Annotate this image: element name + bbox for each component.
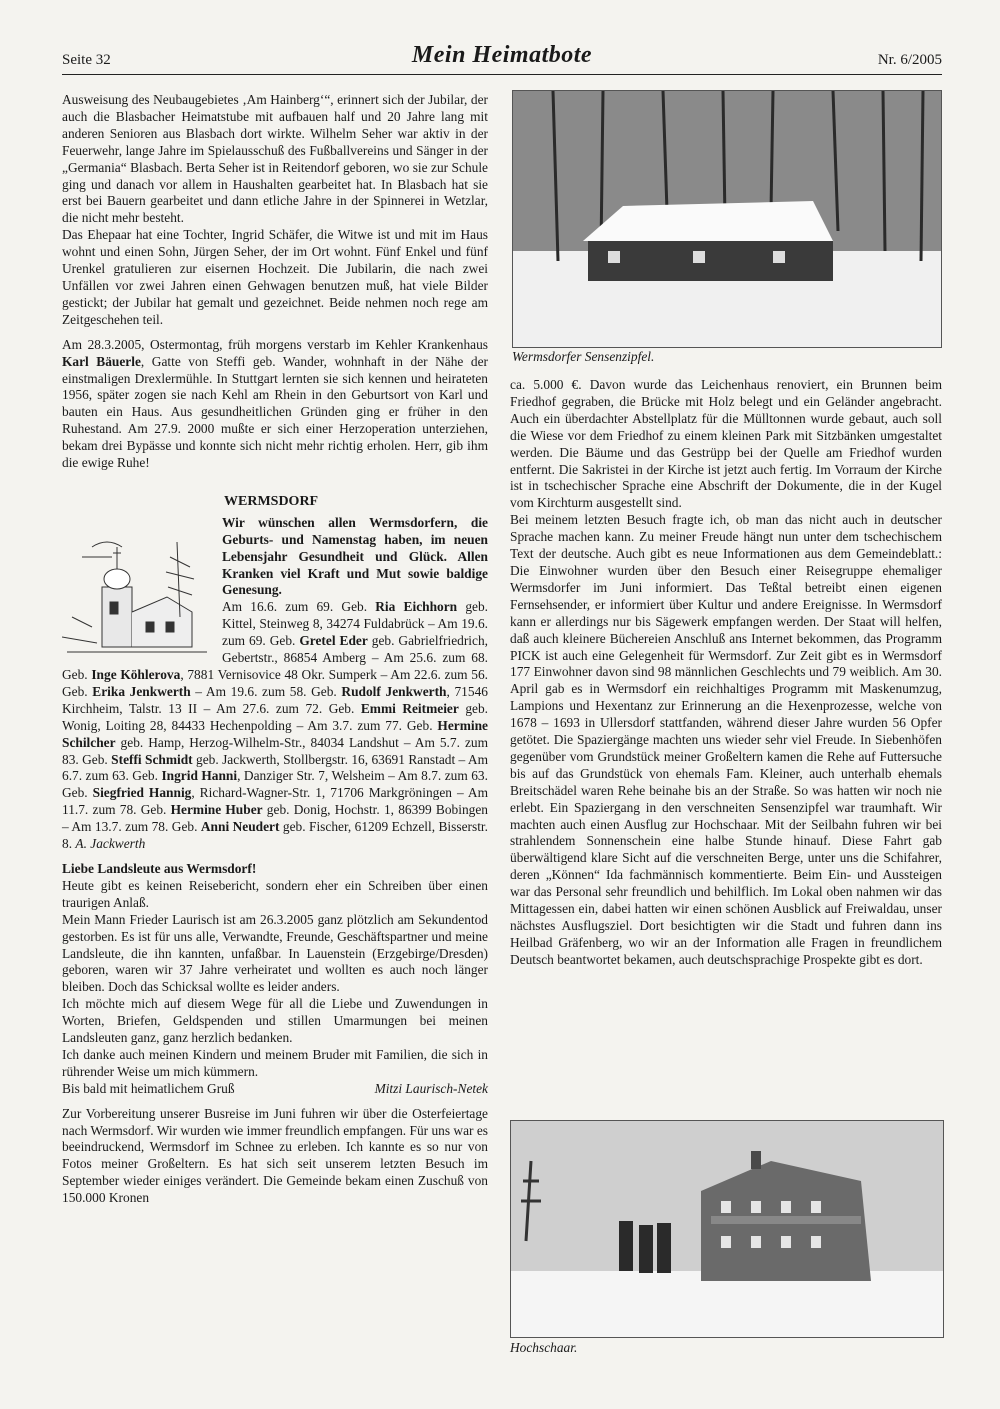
issue-number: Nr. 6/2005 [877, 52, 942, 68]
right-column [510, 377, 942, 969]
person-name: Karl Bäuerle [62, 353, 141, 369]
letter-title: Liebe Landsleute aus Wermsdorf! [62, 860, 257, 876]
church-drawing-icon [62, 517, 212, 657]
birthday-list: Am 16.6. zum 69. Geb. Ria Eichhorn geb. Kittel, Steinweg 8, 34274 Fuldabrück – Am 19.6. zum 69. Geb. Gretel Eder geb. Gabrielfriedrich, Gebertstr., 86854 Amberg – Am 25.6. zum 68. Geb. Inge Köhlerova, 7881 Vernisovice 48 Okr. Sumperk – Am 22.6. zum 56. Geb. Erika Jenkwerth – Am 19.6. zum 58. Geb. Rudolf Jenkwerth, 71546 Kirchheim, Talstr. 13 II – Am 27.6. zum 72. Geb. Emmi Reitmeier geb. Wonig, Loiting 28, 84433 Hechenpolding – Am 3.7. zum 77. Geb. Hermine Schilcher geb. Hamp, Herzog-Wilhelm-Str., 84034 Landshut – Am 5.7. zum 83. Geb. Steffi Schmidt geb. Jackwerth, Stollbergstr. 16, 63691 Ranstadt – Am 6.7. zum 63. Geb. Ingrid Hanni, Danziger Str. 7, Welsheim – Am 8.7. zum 63. Geb. Siegfried Hannig, Richard-Wagner-Str. 1, 71706 Markgröningen – Am 11.7. zum 78. Geb. Hermine Huber geb. Donig, Hochstr. 1, 86399 Bobingen – Am 13.7. zum 78. Geb. Anni Neudert geb. Fischer, 61209 Echzell, Bisserstr. 8. A. Jackwerth [62, 599, 489, 852]
article-paragraph: Ausweisung des Neubaugebietes ‚Am Hainberg‘“, erinnert sich der Jubilar, der auch die Blasbacher Heimatstube mit aufbauen half und 20 Jahre lang mit anderen Senioren aus Blasbach dort wirkte. Wilhelm Seher war aktiv in der Feuerwehr, lange Jahre im Spielausschuß des Fußballvereins und Sänger in der „Germania“ Blasbach. Berta Seher ist in Reitendorf geboren, wo sie zur Schule ging und danach vor allem in Haushalten gearbeitet hat. In Blasbach hat sie erst bei Bauern gearbeitet und dann etliche Jahre in der Spinnerei in Wetzlar, die nicht mehr besteht. [62, 92, 488, 226]
photo-hochschaar [510, 1120, 944, 1338]
letter-paragraph: Heute gibt es keinen Reisebericht, sondern eher ein Schreiben über einen traurigen Anlaß. [62, 877, 488, 910]
article-paragraph: Das Ehepaar hat eine Tochter, Ingrid Schäfer, die Witwe ist und mit im Haus wohnt und einen Sohn, Jürgen Seher, der im Ort wohnt. Fünf Enkel und fünf Urenkel gratulieren zur eisernen Hochzeit. Die Jubilarin, die nach zwei Unfällen vor zwei Jahren einen Gehwagen benutzen muß, hat viele Bilder gestickt; der Jubilar hat gemalt und gezeichnet. Beide nehmen noch rege am Zeitgeschehen teil. [62, 227, 488, 327]
signature: A. Jackwerth [75, 836, 146, 852]
birthday-block [62, 515, 488, 853]
page-header [62, 42, 942, 75]
article-paragraph: ca. 5.000 €. Davon wurde das Leichenhaus renoviert, ein Brunnen beim Friedhof gegraben, die Brücke mit Holz belegt und ein Geländer angebracht. Auch ein überdachter Abstellplatz für die Mülltonnen wurde gebaut, auch soll die Wiese vor dem Friedhof zu einem kleinen Park mit Sitzbänken umgestaltet werden. Die Bäume und das Gestrüpp bei der Quelle am Friedhof wurden entfernt. Die Sakristei in der Kirche ist jetzt auch fertig. Im Vorraum der Kirche ist in tschechischer Sprache eine Abschrift der Dokumente, die in der Kugel vom Kirchturm ausgestellt sind. [510, 377, 942, 511]
article-paragraph: Zur Vorbereitung unserer Busreise im Juni fuhren wir über die Osterfeiertage nach Wermsdorf. Wir wurden wie immer freundlich empfangen. Für uns war es beeindruckend, Wermsdorf im Schnee zu erleben. Ich kannte es so nur von Fotos meiner Großeltern. Es hat sich seit unserem letzten Besuch im September wieder einiges verändert. Die Gemeinde bekam einen Zuschuß von 150.000 Kronen [62, 1105, 488, 1206]
section-title: WERMSDORF [224, 493, 319, 509]
photo-sensenzipfel [512, 90, 942, 348]
article-paragraph: Bei meinem letzten Besuch fragte ich, ob man das nicht auch in deutscher Sprache machen kann. Zu meiner Freude hängt nun unter dem tschechischem Text der deutsche. Auch gibt es neue Informationen aus dem Gemeindeblatt.: Die Einwohner wurden über den Besuch einer Reisegruppe ehemaliger Wermsdorfer im Juni informiert. Das Teßtal betreibt einen eigenen Fernsehsender, er informiert über Kultur und andere Ereignisse. In Wermsdorf kann er allerdings nur bis Sägewerk empfangen werden. Der Staat will helfen, daß auch kleinere Büchereien Anschluß ans Internet bekommen, das Programm PICK ist auch eine Gelegenheit für Wermsdorf. Zur Zeit gibt es in Wermsdorf 177 Einwohner davon sind 98 männlichen Geschlechts und 79 weiblich. Am 30. April gab es in Wermsdorf ein reichhaltiges Programm mit Maskenumzug, Lampions und Hexentanz zur Erinnerung an die Hexenprozesse, welche von 1678 – 1693 in Ullersdorf stattfanden, während dieser Jahre wurden 56 Opfer getötet. Die Spaziergänge machten uns wieder sehr viel Freude. In Siebenhöfen gegenüber vom Grundstück meiner Großeltern kamen die Rehe auf Futtersuche bis auf das Grundstück von ehemals Fam. Kleiner, auch unterhalb ehemals Breitschädel waren Rehe beinahe bis an der Straße. So was hatten wir noch nie erlebt. Ein Spaziergang in den verschneiten Sensenzipfel war traumhaft. Wir machten auch einen Ausflug zur Hochschaar. Mit der Seilbahn fuhren wir bei strahlendem Sonnenschein eine halbe Stunde hinauf. Diese Fahrt gab überwältigend klare Sicht auf die verschneiten Berge, unter uns die Schifahrer, deren „Können“ Ida fachmännisch kommentierte. Beim Ein- und Aussteigen war das Personal sehr freundlich und behilflich. Im Lokal oben nahmen wir das Mittagessen ein, dabei hatten wir einen schönen Ausblick auf Freiwaldau, unser nächstes Ausflugsziel. Dort besichtigten wir die Stadt und fuhren dann ins Heilbad Gräfenberg, wo wir an der Information alle Fragen in freundlichem Deutsch beantwortet bekamen, auch deutschsprachige Prospekte gibt es dort. [510, 512, 942, 967]
obituary-paragraph: Am 28.3.2005, Ostermontag, früh morgens verstarb im Kehler Krankenhaus Karl Bäuerle, Gatte von Steffi geb. Wander, wohnhaft in der Nähe der einstmaligen Drexlermühle. In Stuttgart lernten sie sich kennen und heirateten 1956, später zogen sie nach Kehl am Rhein in den Geburtsort von Karl und bauten ein Haus. Aus gesundheitlichen Gründen ging er früher in den Ruhestand. Am 27.9. 2000 mußte er sich einer Herzoperation unterziehen, bekam drei Bypässe und konnte sich nicht mehr richtig erholen. Herr, gib ihm die ewige Ruhe! [62, 336, 488, 471]
masthead-title: Mein Heimatbote [411, 42, 593, 68]
letter-paragraph: Ich möchte mich auf diesem Wege für all die Liebe und Zuwendungen in Worten, Briefen, Geldspenden und stillen Umarmungen bei meinen Landsleuten ganz, ganz herzlich bedanken. [62, 996, 488, 1046]
photo-caption: Wermsdorfer Sensenzipfel. [512, 349, 655, 364]
page-number: Seite 32 [62, 52, 111, 68]
letter-paragraph: Ich danke auch meinen Kindern und meinem Bruder mit Familien, die sich in rührender Weise um mich kümmern. [62, 1046, 488, 1079]
left-column [62, 92, 488, 1207]
greeting-text: Wir wünschen allen Wermsdorfern, die Geburts- und Namenstag haben, im neuen Lebensjahr Gesundheit und Glück. Allen Kranken viel Kraft und Mut sowie baldige Genesung. [222, 514, 488, 598]
photo-caption: Hochschaar. [510, 1340, 578, 1355]
signature: Mitzi Laurisch-Netek [374, 1080, 488, 1096]
letter-paragraph: Mein Mann Frieder Laurisch ist am 26.3.2005 ganz plötzlich am Sekundentod gestorben. Es ist für uns alle, Verwandte, Freunde, Geschäftspartner und meine Landsleute, die ihn kannten, unfaßbar. In Lauenstein (Erzgebirge/Dresden) geboren, waren wir 37 Jahre verheiratet und wollten es auch noch länger bleiben. Doch das Schicksal wollte es leider anders. [62, 911, 488, 995]
letter-closing: Bis bald mit heimatlichem Gruß Mitzi Laurisch-Netek [62, 1080, 488, 1096]
